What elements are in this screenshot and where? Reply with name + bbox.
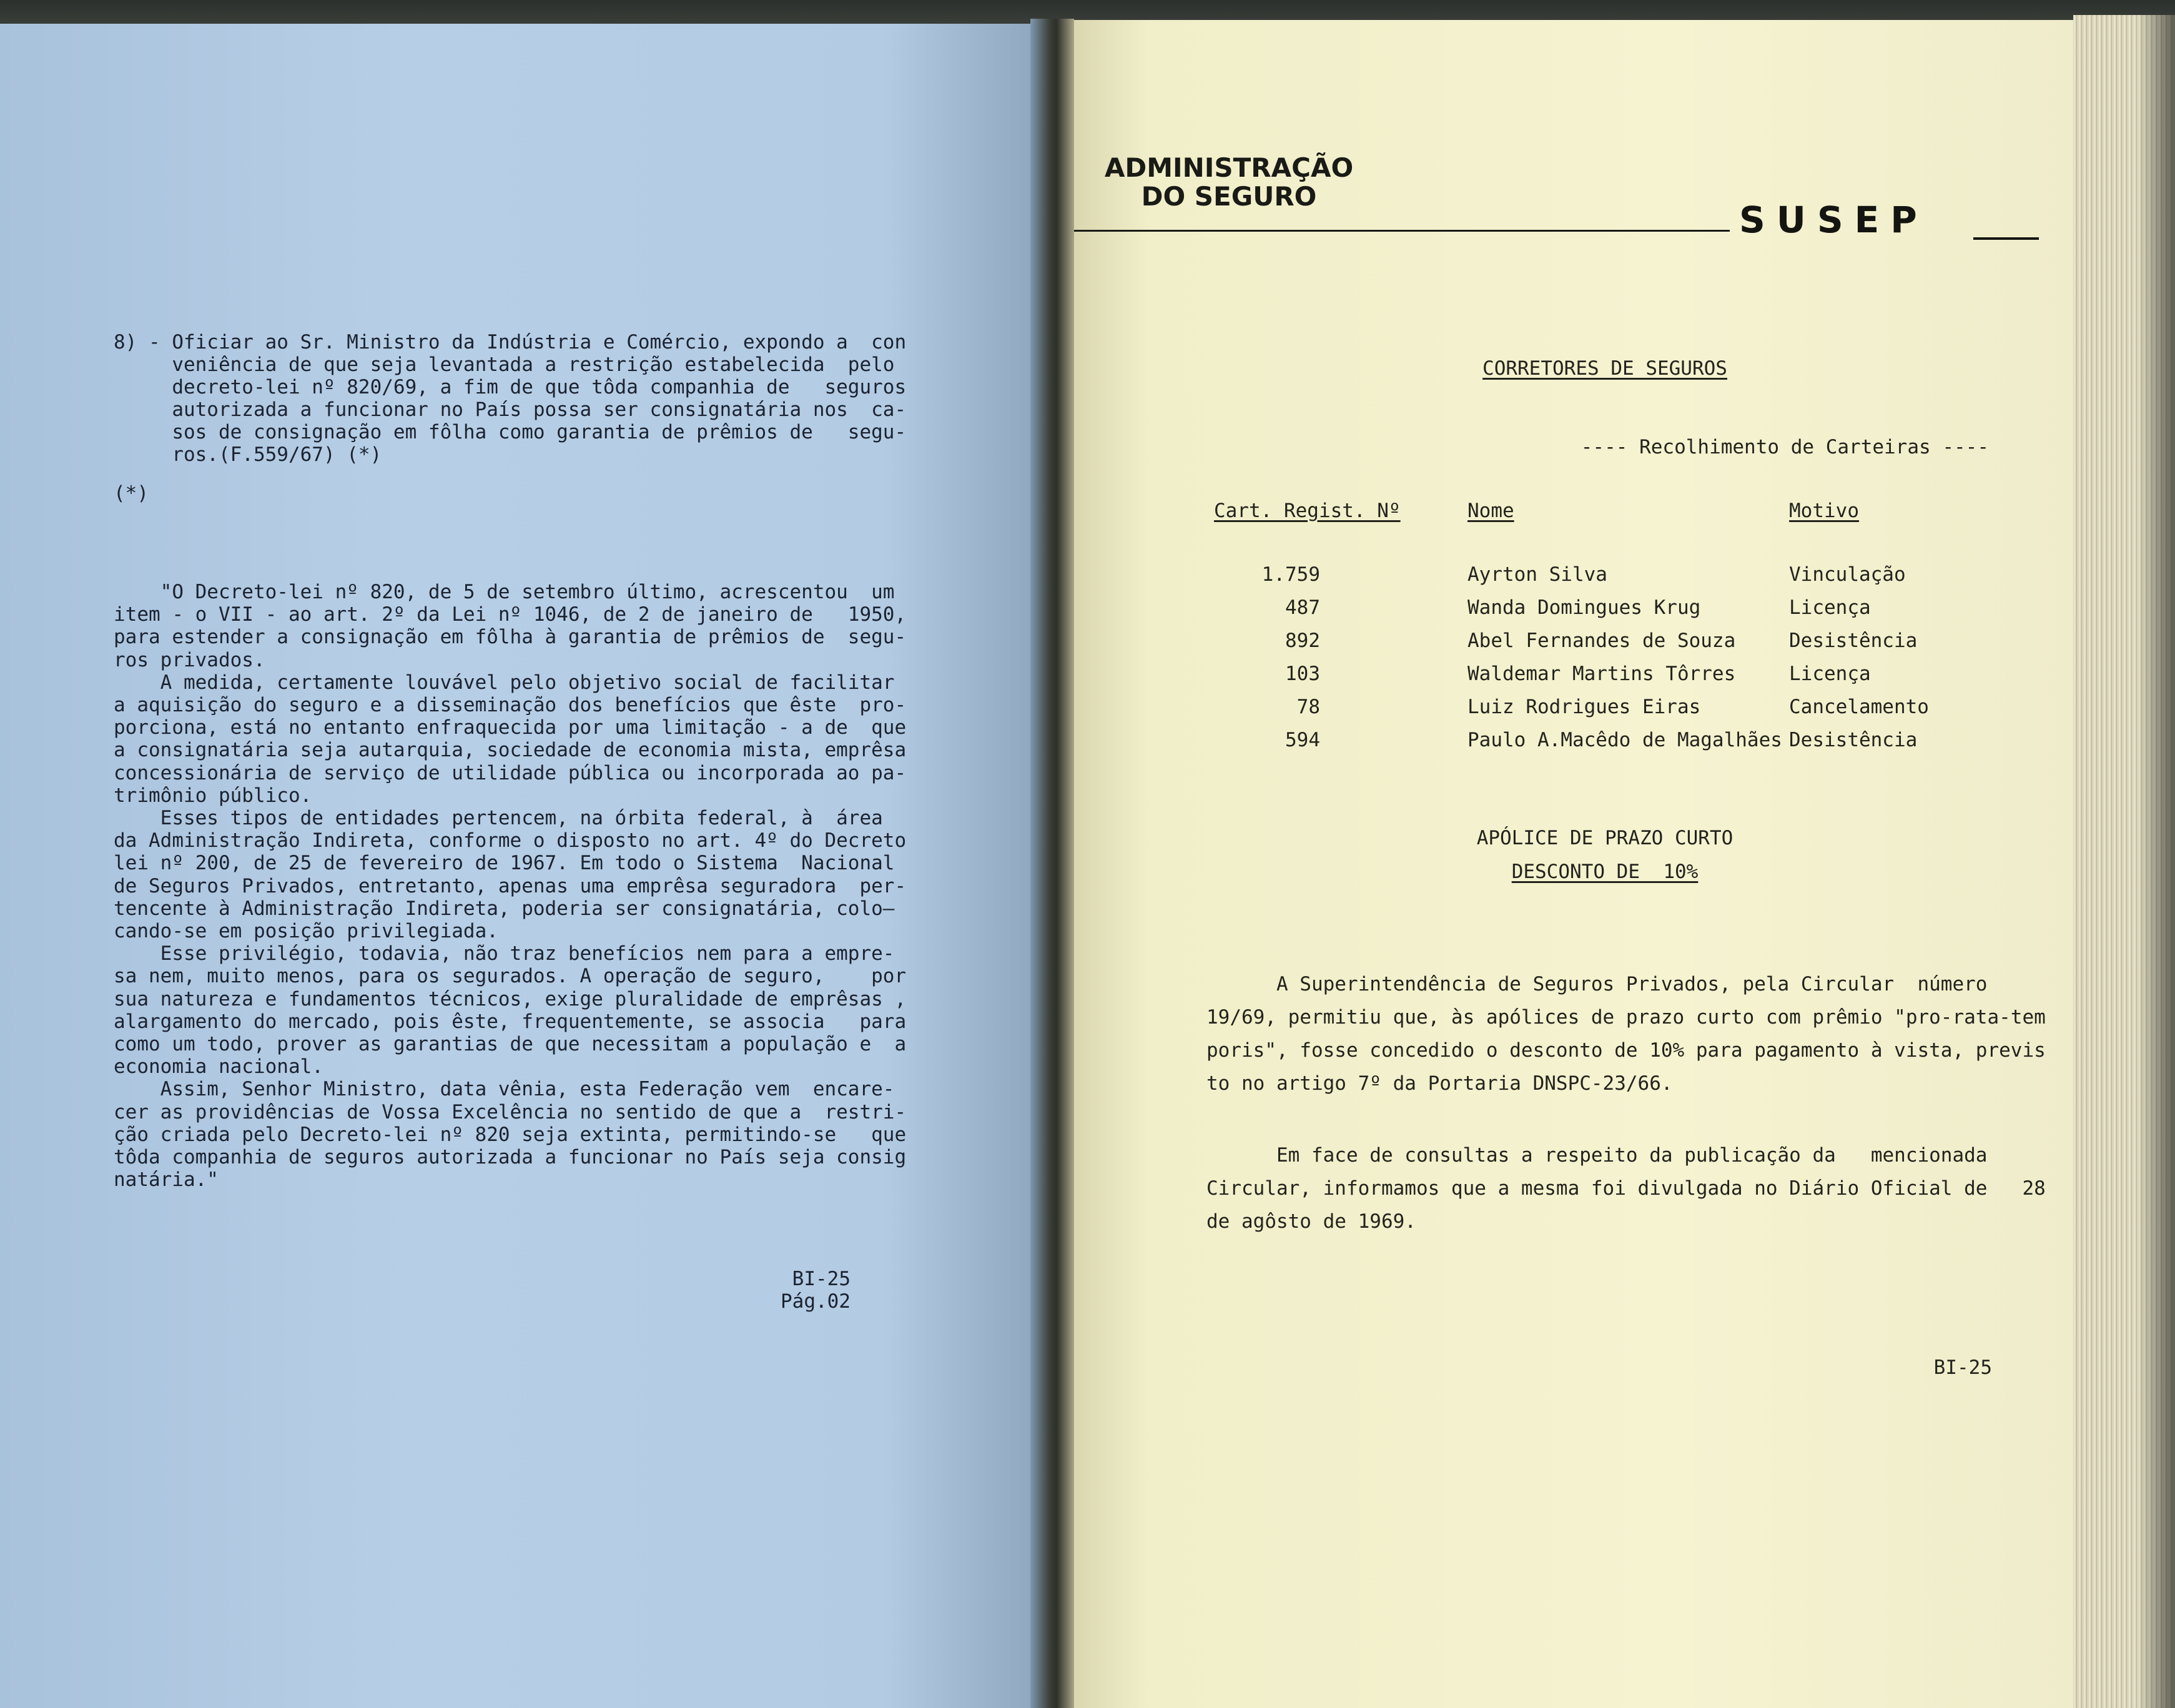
item-text-line: decreto-lei nº 820/69, a fim de que tôda companhia de seguros xyxy=(114,376,907,398)
header-line-2: DO SEGURO xyxy=(1141,181,1317,212)
quote-text-line: item - o VII - ao art. 2º da Lei nº 1046, de 2 de janeiro de 1950, xyxy=(114,603,907,626)
quote-text-line: Assim, Senhor Ministro, data vênia, esta Federação vem encare- xyxy=(114,1078,895,1101)
quote-text-line: Esse privilégio, todavia, não traz benefícios nem para a empre- xyxy=(114,942,895,965)
page-ref-right: BI-25 xyxy=(1933,1356,1992,1379)
quote-text-line: natária." xyxy=(114,1168,219,1192)
page-ref-pag: Pág.02 xyxy=(781,1290,851,1313)
cell-reason: Vinculação xyxy=(1789,563,1906,586)
book-gutter xyxy=(1030,19,1074,1708)
header-line-1: ADMINISTRAÇÃO xyxy=(1104,152,1354,183)
page-edges xyxy=(2073,15,2175,1708)
cell-reg: 1.759 xyxy=(1261,563,1320,586)
cell-name: Ayrton Silva xyxy=(1467,563,1607,586)
cell-reg: 78 xyxy=(1296,696,1320,718)
col-header-name: Nome xyxy=(1467,500,1514,522)
quote-text-line: tôda companhia de seguros autorizada a funcionar no País seja consig xyxy=(114,1146,907,1168)
paragraph-line: 19/69, permitiu que, às apólices de prazo curto com prêmio "pro-rata-tem xyxy=(1206,1006,2046,1029)
quote-text-line: a consignatária seja autarquia, sociedade de economia mista, emprêsa xyxy=(114,739,907,762)
quote-text-line: tencente à Administração Indireta, poderia ser consignatária, colo— xyxy=(114,897,895,920)
quote-text-line: a aquisição do seguro e a disseminação dos benefícios que êste pro- xyxy=(114,694,907,716)
cell-name: Luiz Rodrigues Eiras xyxy=(1467,696,1701,718)
cell-reason: Desistência xyxy=(1789,729,1918,751)
subsection-title: ---- Recolhimento de Carteiras ---- xyxy=(1581,436,1989,458)
paragraph-line: to no artigo 7º da Portaria DNSPC-23/66. xyxy=(1206,1072,1673,1095)
paragraph-line: Circular, informamos que a mesma foi divulgada no Diário Oficial de 28 xyxy=(1206,1177,2046,1200)
quote-text-line: ros privados. xyxy=(114,648,265,671)
paragraph-line: Em face de consultas a respeito da publicação da mencionada xyxy=(1206,1144,1988,1167)
quote-text-line: A medida, certamente louvável pelo objetivo social de facilitar xyxy=(114,671,895,694)
cell-name: Wanda Domingues Krug xyxy=(1467,596,1701,619)
quote-text-line: economia nacional. xyxy=(114,1055,323,1079)
quote-text-line: alargamento do mercado, pois êste, frequentemente, se associa para xyxy=(114,1010,907,1033)
policy-title: APÓLICE DE PRAZO CURTO xyxy=(1476,827,1734,849)
cell-reason: Cancelamento xyxy=(1789,696,1929,718)
paragraph-line: A Superintendência de Seguros Privados, pela Circular número xyxy=(1206,973,1988,995)
page-ref-bi: BI-25 xyxy=(792,1268,851,1290)
quote-text-line: cer as providências de Vossa Excelência no sentido de que a restri- xyxy=(114,1100,907,1123)
quote-text-line: sa nem, muito menos, para os segurados. A operação de seguro, por xyxy=(114,965,907,988)
quote-text-line: da Administração Indireta, conforme o disposto no art. 4º do Decreto xyxy=(114,829,907,852)
paragraph-line: poris", fosse concedido o desconto de 10% para pagamento à vista, previs xyxy=(1206,1039,2046,1062)
item-text-line: veniência de que seja levantada a restrição estabelecida pelo xyxy=(114,353,895,376)
paragraph-line: de agôsto de 1969. xyxy=(1206,1210,1416,1233)
quote-text-line: cando-se em posição privilegiada. xyxy=(114,920,498,942)
cell-name: Abel Fernandes de Souza xyxy=(1467,629,1736,652)
quote-text-line: concessionária de serviço de utilidade pública ou incorporada ao pa- xyxy=(114,761,907,784)
cell-reg: 892 xyxy=(1285,629,1320,652)
header-rule xyxy=(1074,230,1730,232)
quote-text-line: Esses tipos de entidades pertencem, na órbita federal, à área xyxy=(114,807,883,829)
col-header-reason: Motivo xyxy=(1789,500,1859,522)
cell-reg: 594 xyxy=(1285,729,1320,751)
susep-rule xyxy=(1973,237,2039,240)
footnote-marker: (*) xyxy=(114,482,149,505)
cell-name: Paulo A.Macêdo de Magalhães xyxy=(1467,729,1782,751)
section-title: CORRETORES DE SEGUROS xyxy=(1482,357,1727,380)
quote-text-line: lei nº 200, de 25 de fevereiro de 1967. Em todo o Sistema Nacional xyxy=(114,852,895,875)
quote-text-line: como um todo, prover as garantias de que necessitam a população e a xyxy=(114,1033,907,1055)
cell-reason: Desistência xyxy=(1789,629,1918,652)
header-title xyxy=(1085,154,1373,211)
cell-name: Waldemar Martins Tôrres xyxy=(1467,663,1736,685)
quote-text-line: ção criada pelo Decreto-lei nº 820 seja extinta, permitindo-se que xyxy=(114,1123,907,1146)
quote-text-line: para estender a consignação em fôlha à garantia de prêmios de segu- xyxy=(114,626,907,649)
quote-text-line: "O Decreto-lei nº 820, de 5 de setembro último, acrescentou um xyxy=(114,581,895,603)
item-text-line: 8) - Oficiar ao Sr. Ministro da Indústria e Comércio, expondo a con xyxy=(114,331,907,353)
col-header-reg: Cart. Regist. Nº xyxy=(1214,500,1401,522)
item-text-line: ros.(F.559/67) (*) xyxy=(114,443,382,466)
cell-reg: 103 xyxy=(1285,663,1320,685)
susep-logo: SUSEP xyxy=(1739,199,1928,241)
policy-subtitle: DESCONTO DE 10% xyxy=(1511,861,1699,883)
quote-text-line: trimônio público. xyxy=(114,784,312,807)
cell-reason: Licença xyxy=(1789,596,1871,619)
quote-text-line: de Seguros Privados, entretanto, apenas uma emprêsa seguradora per- xyxy=(114,874,907,897)
item-text-line: autorizada a funcionar no País possa ser consignatária nos ca- xyxy=(114,398,907,421)
cell-reason: Licença xyxy=(1789,663,1871,685)
quote-text-line: sua natureza e fundamentos técnicos, exige pluralidade de emprêsas , xyxy=(114,987,907,1010)
cell-reg: 487 xyxy=(1285,596,1320,619)
item-text-line: sos de consignação em fôlha como garantia de prêmios de segu- xyxy=(114,421,907,443)
quote-text-line: porciona, está no entanto enfraquecida por uma limitação - a de que xyxy=(114,716,907,739)
